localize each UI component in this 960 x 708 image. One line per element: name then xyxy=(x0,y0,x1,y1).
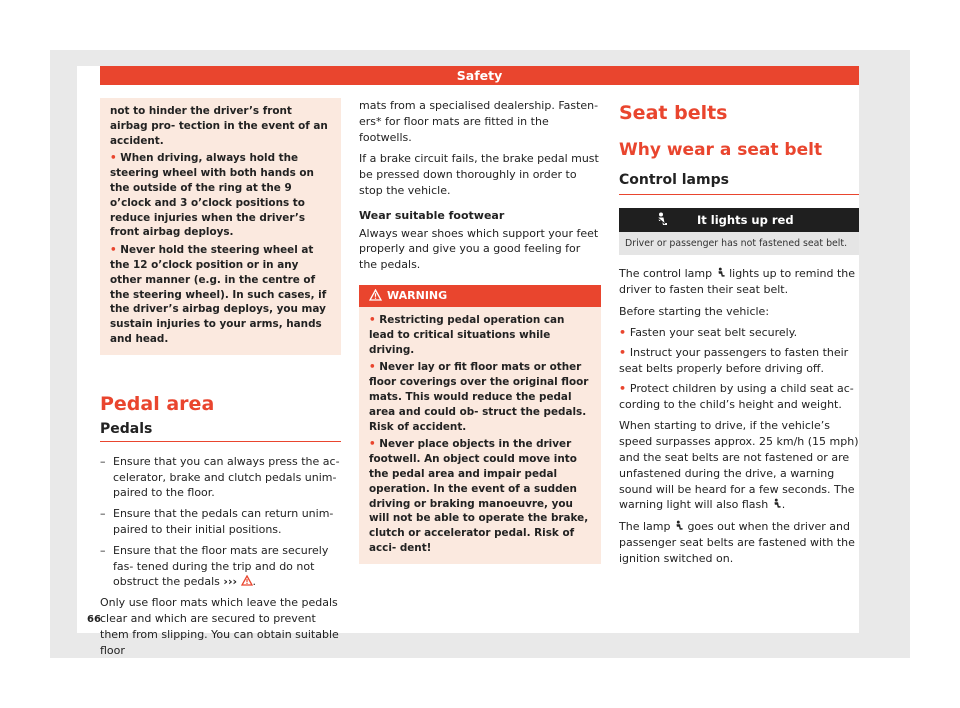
footwear-paragraph: Always wear shoes which support your feet properly and give you a good feeling for the pedals. xyxy=(359,226,599,272)
cross-reference-arrows[interactable]: ››› xyxy=(223,575,238,589)
lamp-status-bar xyxy=(619,208,859,232)
warning-triangle-icon xyxy=(241,575,253,586)
seat-belt-bullet-3: • Protect children by using a child seat ac- cording to the child’s height and weight. xyxy=(619,381,854,411)
section-title-pedal-area: Pedal area xyxy=(100,392,215,415)
lamp-status-label: It lights up red xyxy=(697,213,794,227)
column-right xyxy=(619,98,859,567)
section-header-title: Safety xyxy=(456,68,503,83)
control-lamp-paragraph: The control lamp lights up to remind the driver to fasten their seat belt. xyxy=(619,267,855,296)
seat-belt-icon xyxy=(716,267,726,279)
seat-belt-bullet-2: • Instruct your passengers to fasten their seat belts properly before driving off. xyxy=(619,346,849,375)
dash-item-3: – Ensure that the floor mats are securely fas- tened during the trip and do not obstruct the pedals ››› . xyxy=(100,543,329,589)
warning-bullet-2: • Never lay or fit floor mats or other floor coverings over the original floor mats. This would reduce the pedal area and could ob- struct the pedals. Risk of accident. xyxy=(369,361,589,433)
warning-header xyxy=(359,285,601,307)
dash-item-2: – Ensure that the pedals can return unim- paired to their initial positions. xyxy=(100,507,334,536)
warning-triangle-icon xyxy=(369,289,382,301)
before-starting-text: Before starting the vehicle: xyxy=(619,304,770,318)
warning-body xyxy=(359,307,601,564)
fasteners-paragraph: mats from a specialised dealership. Fasten- ers* for floor mats are fitted in the footwells. xyxy=(359,99,599,144)
seat-belt-icon xyxy=(655,212,669,236)
column-left xyxy=(100,98,341,658)
subsection-title-pedals: Pedals xyxy=(100,420,153,437)
section-header xyxy=(100,66,859,85)
page-number: 66 xyxy=(87,614,101,625)
seat-belt-icon xyxy=(772,498,782,510)
lamp-description: Driver or passenger has not fastened seat belt. xyxy=(619,232,859,255)
dash-item-1: – Ensure that you can always press the ac- celerator, brake and clutch pedals unim- paired to the floor. xyxy=(100,454,340,500)
airbag-warning-intro: not to hinder the driver’s front airbag pro- tection in the event of an accident. xyxy=(110,105,328,147)
airbag-warning-bullet-2: • Never hold the steering wheel at the 12 o’clock position or in any other manner (e.g. in the centre of the steering wheel). In such cases, if the driver’s airbag deploys, you may sustain injuries to your arms, hands and head. xyxy=(110,244,327,345)
warning-label: WARNING xyxy=(387,288,448,302)
footwear-title: Wear suitable footwear xyxy=(359,208,505,222)
subtitle-why-wear: Why wear a seat belt xyxy=(619,140,823,160)
floor-mats-paragraph: Only use floor mats which leave the pedals clear and which are secured to prevent them from slipping. You can obtain suitable floor xyxy=(100,596,339,657)
warning-bullet-1: • Restricting pedal operation can lead to critical situations while driving. xyxy=(369,313,565,356)
warning-sound-paragraph: When starting to drive, if the vehicle’s speed surpasses approx. 25 km/h (15 mph) and the seat belts are not fastened or are unfastened during the drive, a warning sound will be heard for a few seconds. The warning light will also flash . xyxy=(619,419,859,512)
subsection-control-lamps xyxy=(619,160,859,195)
warning-bullet-3: • Never place objects in the driver footwell. An object could move into the pedal area and impair pedal operation. In the event of a sudden driving or braking manoeuvre, you will not be able to operate the brake, clutch or accelerator pedal. Risk of acci- dent! xyxy=(369,438,589,554)
section-title-seat-belts: Seat belts xyxy=(619,102,728,124)
seat-belt-bullet-1: • Fasten your seat belt securely. xyxy=(619,326,798,340)
airbag-warning-bullet-1: • When driving, always hold the steering wheel with both hands on the outside of the ring at the 9 o’clock and 3 o’clock positions to reduce injuries when the driver’s front airbag deploys. xyxy=(110,152,314,239)
airbag-warning-box xyxy=(100,98,341,355)
pedal-warning-box xyxy=(359,285,601,564)
lamp-goes-out-paragraph: The lamp goes out when the driver and passenger seat belts are fastened with the ignition switched on. xyxy=(619,520,855,565)
brake-circuit-paragraph: If a brake circuit fails, the brake pedal must be pressed down thoroughly in order to stop the vehicle. xyxy=(359,152,599,197)
subsection-pedals xyxy=(100,415,341,442)
column-middle xyxy=(359,98,601,564)
seat-belt-icon xyxy=(674,520,684,532)
subsection-title-control-lamps: Control lamps xyxy=(619,172,729,188)
